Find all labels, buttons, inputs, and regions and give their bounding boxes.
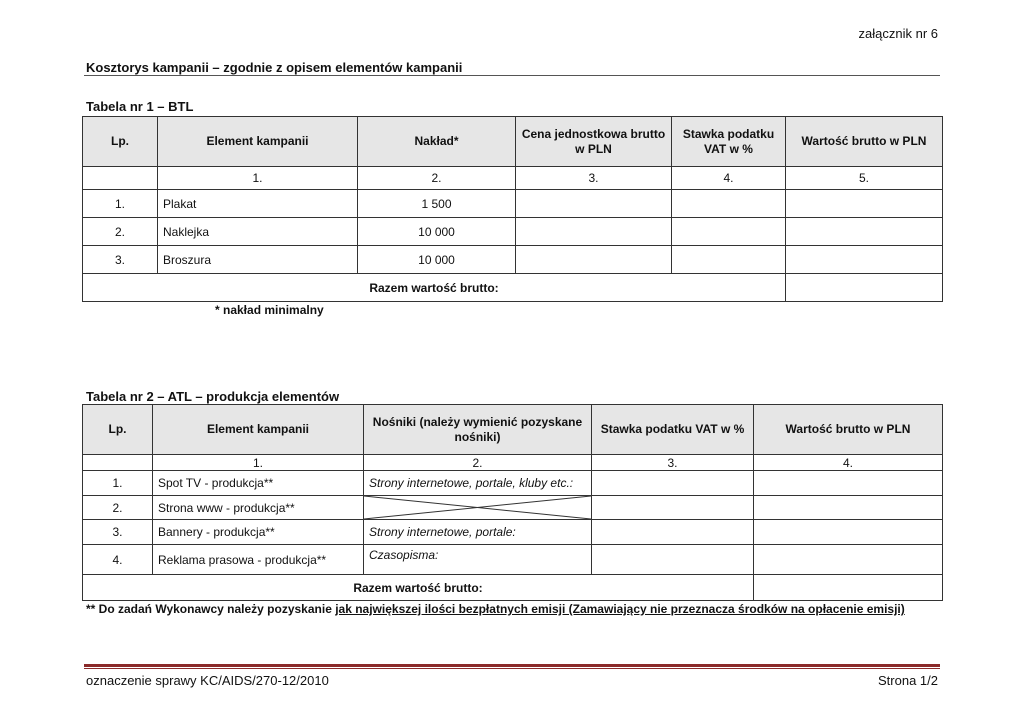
t2-row-element: Reklama prasowa - produkcja** [153, 545, 364, 575]
t1-number-blank [83, 167, 158, 190]
t1-row-vat-cell[interactable] [672, 190, 786, 218]
t2-row-vat-cell[interactable] [592, 471, 754, 496]
t2-row-element: Bannery - produkcja** [153, 520, 364, 545]
t1-footnote: * nakład minimalny [215, 303, 324, 317]
t2-row-lp: 1. [83, 471, 153, 496]
t1-row-lp: 1. [83, 190, 158, 218]
t2-row-value-cell[interactable] [754, 496, 943, 520]
t2-header-element: Element kampanii [153, 405, 364, 455]
t1-row-value-cell[interactable] [786, 190, 943, 218]
t2-row-lp: 4. [83, 545, 153, 575]
t1-header-lp: Lp. [83, 117, 158, 167]
footer-rule-thin [84, 668, 940, 669]
table1-caption: Tabela nr 1 – BTL [86, 99, 194, 114]
t1-row-element: Plakat [158, 190, 358, 218]
t1-row-price-cell[interactable] [516, 218, 672, 246]
table-row [83, 246, 943, 274]
t1-row-naklad: 10 000 [358, 246, 516, 274]
t1-number: 3. [516, 167, 672, 190]
t2-row-value-cell[interactable] [754, 471, 943, 496]
t1-header-value: Wartość brutto w PLN [786, 117, 943, 167]
t1-row-naklad: 1 500 [358, 190, 516, 218]
t2-number-blank [83, 455, 153, 471]
page-number: Strona 1/2 [878, 673, 938, 688]
t1-row-price-cell[interactable] [516, 246, 672, 274]
t2-number: 4. [754, 455, 943, 471]
cross-out-icon [364, 496, 591, 519]
t2-row-vat-cell[interactable] [592, 496, 754, 520]
t2-row-nosniki[interactable]: Czasopisma: [364, 545, 592, 575]
t2-footnote-prefix: ** Do zadań Wykonawcy należy pozyskanie [86, 602, 336, 616]
t1-header-vat: Stawka podatku VAT w % [672, 117, 786, 167]
t1-number: 1. [158, 167, 358, 190]
attachment-label: załącznik nr 6 [858, 26, 938, 41]
t2-number: 3. [592, 455, 754, 471]
t2-row-element: Strona www - produkcja** [153, 496, 364, 520]
table2-caption: Tabela nr 2 – ATL – produkcja elementów [86, 389, 340, 404]
table-row [83, 496, 943, 520]
t1-total-value-cell[interactable] [786, 274, 943, 302]
t1-number: 2. [358, 167, 516, 190]
document-title: Kosztorys kampanii – zgodnie z opisem elementów kampanii [86, 60, 463, 75]
table-row [83, 190, 943, 218]
t2-header-nosniki: Nośniki (należy wymienić pozyskane nośniki) [364, 405, 592, 455]
t2-row-value-cell[interactable] [754, 520, 943, 545]
t1-row-value-cell[interactable] [786, 246, 943, 274]
t1-total-label: Razem wartość brutto: [83, 274, 786, 302]
t1-row-naklad: 10 000 [358, 218, 516, 246]
t2-total-label: Razem wartość brutto: [83, 575, 754, 601]
table1 [82, 116, 943, 302]
t2-footnote [86, 602, 905, 616]
t1-number: 4. [672, 167, 786, 190]
footer-rule [84, 664, 940, 667]
t2-header-value: Wartość brutto w PLN [754, 405, 943, 455]
t1-row-lp: 2. [83, 218, 158, 246]
t2-header-lp: Lp. [83, 405, 153, 455]
t2-row-vat-cell[interactable] [592, 520, 754, 545]
t1-number: 5. [786, 167, 943, 190]
t1-header-naklad: Nakład* [358, 117, 516, 167]
t2-row-element: Spot TV - produkcja** [153, 471, 364, 496]
t2-row-nosniki[interactable]: Strony internetowe, portale, kluby etc.: [364, 471, 592, 496]
t2-footnote-underlined: jak największej ilości bezpłatnych emisji (Zamawiający nie przeznacza środków na opłacenie emisji) [335, 602, 905, 616]
case-reference: oznaczenie sprawy KC/AIDS/270-12/2010 [86, 673, 329, 688]
t2-number: 2. [364, 455, 592, 471]
t2-row-lp: 2. [83, 496, 153, 520]
t1-row-price-cell[interactable] [516, 190, 672, 218]
title-underline [84, 75, 940, 76]
table-row [83, 545, 943, 575]
t1-row-vat-cell[interactable] [672, 218, 786, 246]
table-row [83, 471, 943, 496]
table2 [82, 404, 943, 601]
t2-row-value-cell[interactable] [754, 545, 943, 575]
t2-row-nosniki[interactable]: Strony internetowe, portale: [364, 520, 592, 545]
t2-row-nosniki-crossed [364, 496, 592, 520]
t1-header-element: Element kampanii [158, 117, 358, 167]
t2-row-lp: 3. [83, 520, 153, 545]
table-row [83, 218, 943, 246]
t2-row-vat-cell[interactable] [592, 545, 754, 575]
t2-header-vat: Stawka podatku VAT w % [592, 405, 754, 455]
t1-row-element: Naklejka [158, 218, 358, 246]
t2-number: 1. [153, 455, 364, 471]
t1-row-lp: 3. [83, 246, 158, 274]
t1-row-element: Broszura [158, 246, 358, 274]
t2-total-value-cell[interactable] [754, 575, 943, 601]
table-row [83, 520, 943, 545]
t1-row-vat-cell[interactable] [672, 246, 786, 274]
t1-header-price: Cena jednostkowa brutto w PLN [516, 117, 672, 167]
t1-row-value-cell[interactable] [786, 218, 943, 246]
